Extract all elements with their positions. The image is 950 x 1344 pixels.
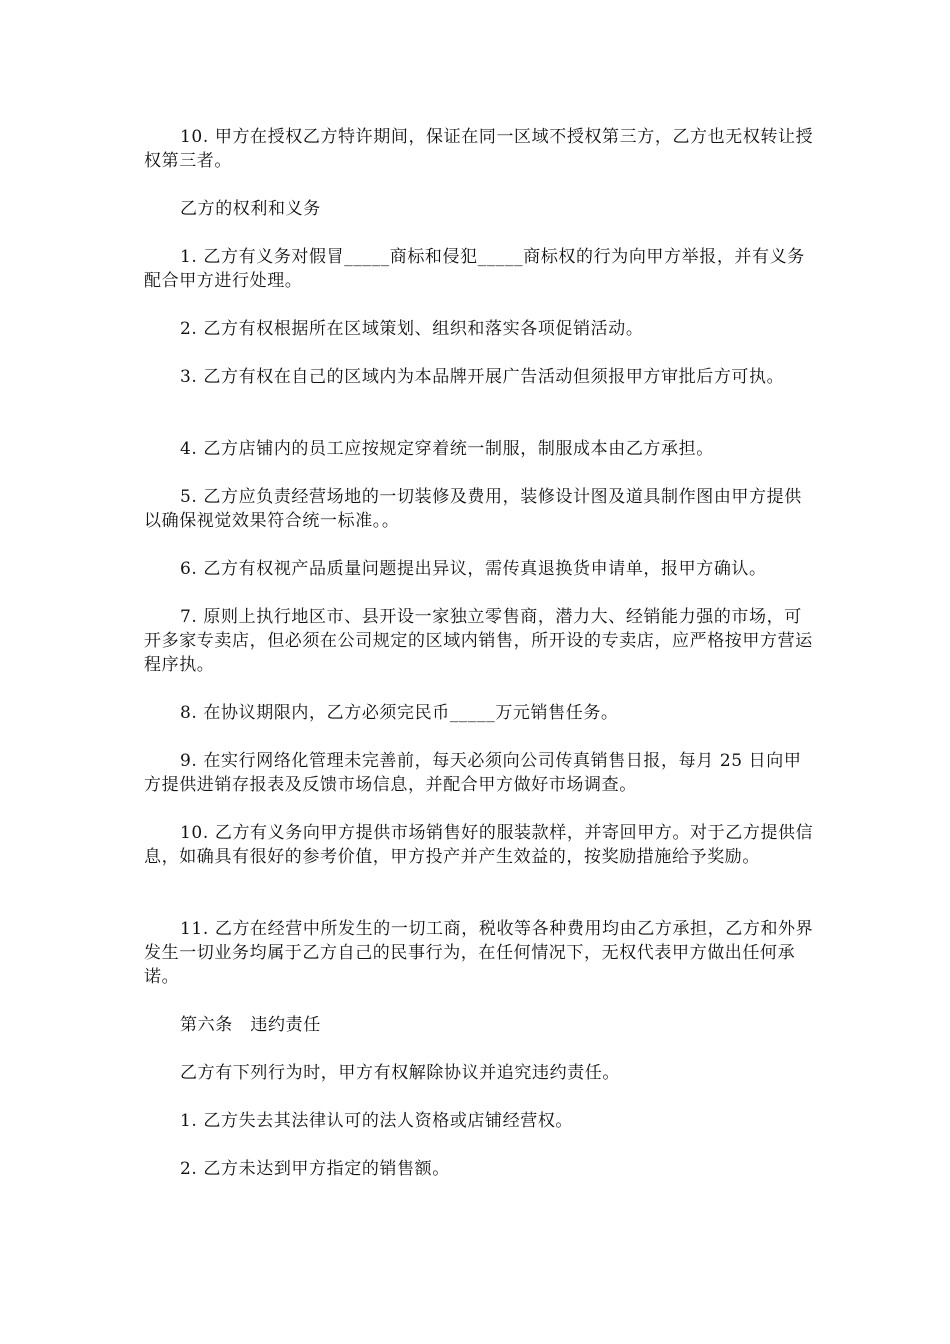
clause-b-2-paragraph: 2. 乙方有权根据所在区域策划、组织和落实各项促销活动。 [180, 319, 644, 339]
clause-b-4-paragraph: 4. 乙方店铺内的员工应按规定穿着统一制服，制服成本由乙方承担。 [180, 439, 714, 459]
breach-item-2-paragraph: 2. 乙方未达到甲方指定的销售额。 [180, 1159, 450, 1179]
article-6-heading: 第六条 违约责任 [180, 1015, 321, 1035]
clause-b-10-paragraph: 10. 乙方有义务向甲方提供市场销售好的服装款样，并寄回甲方。对于乙方提供信息，如确具有很好的参考价值，甲方投产并产生效益的，按奖励措施给予奖励。 [144, 823, 814, 867]
clause-a-10-paragraph: 10. 甲方在授权乙方特许期间，保证在同一区域不授权第三方，乙方也无权转让授权第三者。 [144, 127, 814, 171]
clause-b-8-paragraph: 8. 在协议期限内，乙方必须完民币_____万元销售任务。 [180, 703, 619, 723]
breach-item-1-paragraph: 1. 乙方失去其法律认可的法人资格或店铺经营权。 [180, 1111, 574, 1131]
clause-b-7-paragraph: 7. 原则上执行地区市、县开设一家独立零售商，潜力大、经销能力强的市场，可开多家专卖店，但必须在公司规定的区域内销售，所开设的专卖店，应严格按甲方营运程序执。 [144, 607, 813, 675]
breach-intro-paragraph: 乙方有下列行为时，甲方有权解除协议并追究违约责任。 [180, 1063, 620, 1083]
clause-b-3-paragraph: 3. 乙方有权在自己的区域内为本品牌开展广告活动但须报甲方审批后方可执。 [180, 367, 785, 387]
clause-b-9-paragraph: 9. 在实行网络化管理未完善前，每天必须向公司传真销售日报，每月 25 日向甲方提供进销存报表及反馈市场信息，并配合甲方做好市场调查。 [144, 751, 802, 795]
party-b-rights-heading: 乙方的权利和义务 [180, 199, 321, 219]
clause-b-11-paragraph: 11. 乙方在经营中所发生的一切工商，税收等各种费用均由乙方承担，乙方和外界发生一切业务均属于乙方自己的民事行为，在任何情况下，无权代表甲方做出任何承诺。 [144, 919, 814, 987]
clause-b-1-paragraph: 1. 乙方有义务对假冒_____商标和侵犯_____商标权的行为向甲方举报，并有义务配合甲方进行处理。 [144, 247, 805, 291]
clause-b-5-paragraph: 5. 乙方应负责经营场地的一切装修及费用，装修设计图及道具制作图由甲方提供以确保视觉效果符合统一标准。。 [144, 487, 802, 531]
clause-b-6-paragraph: 6. 乙方有权视产品质量问题提出异议，需传真退换货申请单，报甲方确认。 [180, 559, 767, 579]
